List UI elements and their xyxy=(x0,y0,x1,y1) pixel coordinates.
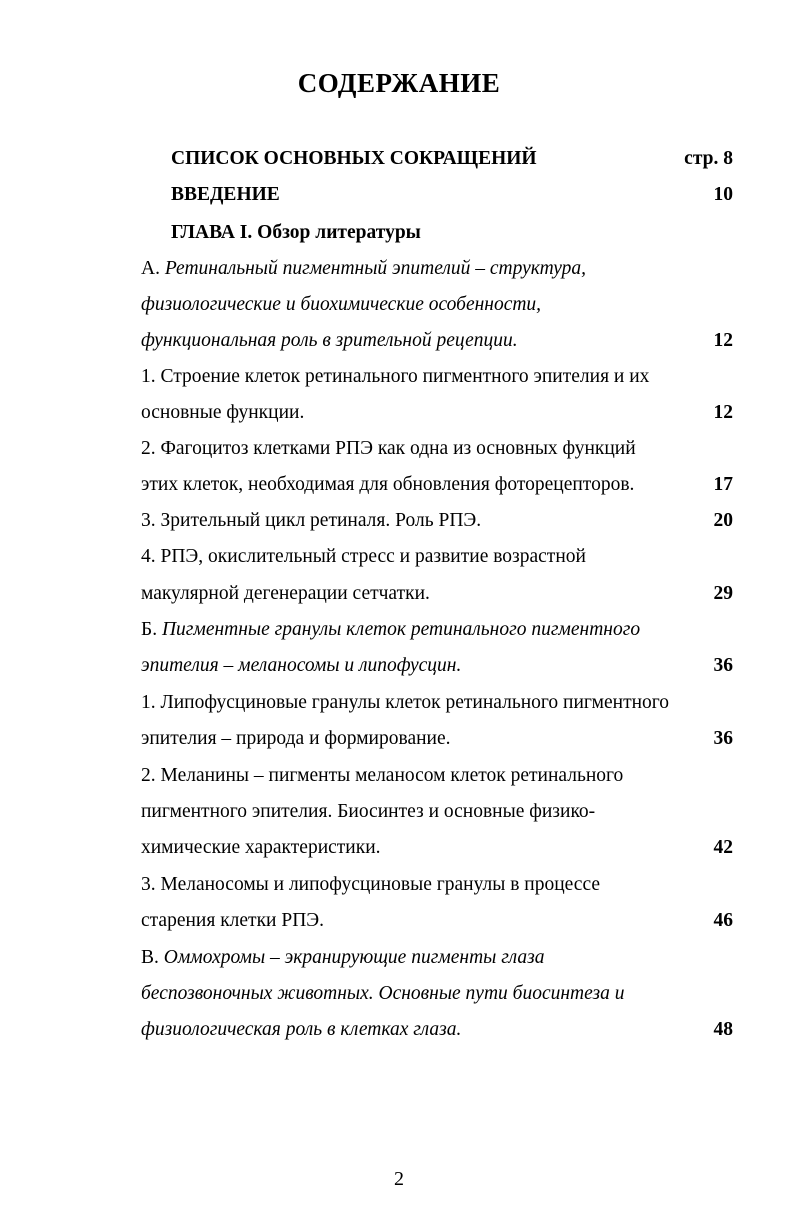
section-letter: А. xyxy=(141,258,165,279)
toc-item-text: 3. Меланосомы и липофусциновые гранулы в процессе xyxy=(141,874,600,895)
toc-section-b-line1[interactable] xyxy=(141,617,733,643)
toc-item-b3-line1[interactable] xyxy=(141,872,733,898)
toc-page-number: стр. 8 xyxy=(684,148,733,169)
toc-section-b-line2 xyxy=(141,653,733,679)
toc-page-number: 36 xyxy=(713,655,733,676)
toc-item-text: 2. Фагоцитоз клетками РПЭ как одна из основных функций xyxy=(141,438,636,459)
section-title: физиологическая роль в клетках глаза. xyxy=(141,1019,462,1040)
toc-item-text: 4. РПЭ, окислительный стресс и развитие возрастной xyxy=(141,546,586,567)
toc-entry-label: ВВЕДЕНИЕ xyxy=(171,184,280,205)
toc-page-number: 10 xyxy=(713,184,733,205)
toc-section-c-line2 xyxy=(141,981,733,1007)
toc-item-text: старения клетки РПЭ. xyxy=(141,910,325,931)
toc-item-b1-line1[interactable] xyxy=(141,690,733,716)
toc-item-b2-line1[interactable] xyxy=(141,763,733,789)
toc-page-number: 17 xyxy=(713,474,733,495)
toc-chapter-1[interactable] xyxy=(171,220,733,246)
toc-item-a2-line2 xyxy=(141,472,733,498)
toc-item-b2-line3 xyxy=(141,835,733,861)
toc-item-b2-line2 xyxy=(141,799,733,825)
toc-item-text: 2. Меланины – пигменты меланосом клеток ретинального xyxy=(141,765,624,786)
toc-item-text: пигментного эпителия. Биосинтез и основные физико- xyxy=(141,801,596,822)
section-title: Оммохромы – экранирующие пигменты глаза xyxy=(163,947,545,968)
toc-item-a1-line2 xyxy=(141,400,733,426)
toc-item-text: химические характеристики. xyxy=(141,837,381,858)
toc-section-a-line3 xyxy=(141,328,733,354)
toc-chapter-label: ГЛАВА I. Обзор литературы xyxy=(171,222,421,243)
toc-page-number: 36 xyxy=(713,728,733,749)
toc-page-number: 12 xyxy=(713,402,733,423)
toc-entry-introduction[interactable] xyxy=(171,182,733,208)
toc-item-a2-line1[interactable] xyxy=(141,436,733,462)
toc-section-c-line1[interactable] xyxy=(141,945,733,971)
toc-page-number: 20 xyxy=(713,510,733,531)
toc-item-b1-line2 xyxy=(141,726,733,752)
toc-page-number: 48 xyxy=(713,1019,733,1040)
section-title: Ретинальный пигментный эпителий – структура, xyxy=(164,258,587,279)
toc-item-text: основные функции. xyxy=(141,402,305,423)
toc-entry-abbreviations[interactable] xyxy=(171,146,733,172)
toc-item-text: макулярной дегенерации сетчатки. xyxy=(141,583,430,604)
section-title: беспозвоночных животных. Основные пути биосинтеза и xyxy=(141,983,625,1004)
toc-item-text: этих клеток, необходимая для обновления фоторецепторов. xyxy=(141,474,635,495)
toc-page-number: 29 xyxy=(713,583,733,604)
toc-section-c-line3 xyxy=(141,1017,733,1043)
section-letter: Б. xyxy=(141,619,162,640)
toc-item-text: эпителия – природа и формирование. xyxy=(141,728,451,749)
toc-page-number: 46 xyxy=(713,910,733,931)
toc-item-text: 3. Зрительный цикл ретиналя. Роль РПЭ. xyxy=(141,510,482,531)
section-title: функциональная роль в зрительной рецепции. xyxy=(141,330,518,351)
toc-item-a1-line1[interactable] xyxy=(141,364,733,390)
toc-item-b3-line2 xyxy=(141,908,733,934)
section-title: эпителия – меланосомы и липофусцин. xyxy=(141,655,462,676)
toc-entry-label: СПИСОК ОСНОВНЫХ СОКРАЩЕНИЙ xyxy=(171,148,537,169)
page-number: 2 xyxy=(394,1168,404,1190)
section-title: физиологические и биохимические особенности, xyxy=(141,294,542,315)
section-title: Пигментные гранулы клеток ретинального пигментного xyxy=(161,619,641,640)
page-title: СОДЕРЖАНИЕ xyxy=(297,68,501,98)
toc-item-a4-line2 xyxy=(141,581,733,607)
toc-item-a4-line1[interactable] xyxy=(141,544,733,570)
toc-section-a-line1[interactable] xyxy=(141,256,733,282)
toc-item-text: 1. Строение клеток ретинального пигментного эпителия и их xyxy=(141,366,650,387)
toc-item-a3[interactable] xyxy=(141,508,733,534)
section-letter: В. xyxy=(141,947,164,968)
toc-section-a-line2 xyxy=(141,292,733,318)
toc-item-text: 1. Липофусциновые гранулы клеток ретинального пигментного xyxy=(141,692,670,713)
toc-page-number: 12 xyxy=(713,330,733,351)
toc-page-number: 42 xyxy=(713,837,733,858)
